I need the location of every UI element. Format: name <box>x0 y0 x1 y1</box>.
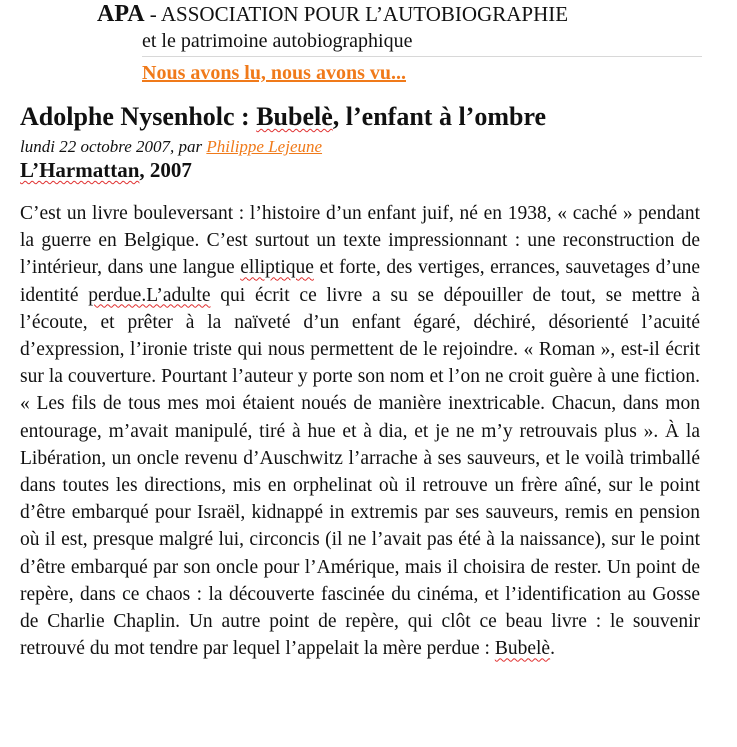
publisher-line <box>20 158 700 182</box>
spellcheck-word: perdue.L’adulte <box>88 284 211 306</box>
title-subtitle: , l’enfant à l’ombre <box>332 102 547 131</box>
body-segment: . <box>550 638 555 660</box>
section-link[interactable]: Nous avons lu, nous avons vu... <box>142 62 406 84</box>
site-header <box>97 0 707 84</box>
header-divider <box>142 56 702 57</box>
article-byline <box>20 136 700 158</box>
spellcheck-word: elliptique <box>240 257 314 279</box>
brand-acronym: APA <box>97 1 145 27</box>
article-title <box>20 100 700 134</box>
title-author: Adolphe Nysenholc : <box>20 102 257 131</box>
author-link[interactable]: Philippe Lejeune <box>206 137 323 156</box>
site-brand <box>97 0 707 28</box>
body-segment: et forte, des vertiges, errances, sauvetages d’une identité <box>20 257 700 306</box>
article <box>20 100 700 662</box>
spellcheck-word: Bubelè <box>494 638 551 660</box>
site-subtitle: et le patrimoine autobiographique <box>142 30 413 52</box>
publisher-name: L’Harmattan <box>20 158 140 182</box>
title-book-name: Bubelè <box>256 102 333 131</box>
publisher-year: , 2007 <box>139 158 192 182</box>
body-segment: qui écrit ce livre a su se dépouiller de tout, se mettre à l’écoute, et prêter à la naïveté d’un enfant égaré, déchiré, désorienté l’acuité d’expression, l’ironie triste qui nous permettent de le rejoindre. « Roman », est-il écrit sur la couverture. Pourtant l’auteur y porte son nom et l’on ne croit guère à une fiction. « Les fils de tous mes moi étaient noués de manière inextricable. Chacun, dans mon entourage, m’avait manipulé, tiré à hue et à dia, et je ne m’y retrouvais plus ». À la Libération, un oncle revenu d’Auschwitz l’arrache à ses sauveurs, et le voilà trimballé dans toutes les directions, mis en orphelinat où il retrouve un frère aîné, sur le point d’être embarqué pour Israël, kidnappé in extremis par ses sauveurs, remis en pension où il est, presque malgré lui, circoncis (il ne l’avait pas été à la naissance), sur le point d’être embarqué par son oncle pour l’Amérique, mais il choisira de rester. Un point de repère, dans ce chaos : la découverte fascinée du cinéma, et l’identification au Gosse de Charlie Chaplin. Un autre point de repère, qui clôt ce beau livre : le souvenir retrouvé du mot tendre par lequel l’appelait la mère perdue : <box>20 284 701 660</box>
brand-full-name: - ASSOCIATION POUR L’AUTOBIOGRAPHIE <box>144 2 569 26</box>
body-segment: C’est un livre bouleversant : l’histoire d’un enfant juif, né en 1938, « caché » pendant la guerre en Belgique. C’est surtout un texte impressionnant : une reconstruction de l’intérieur, dans une langue <box>20 203 700 279</box>
article-body <box>20 200 700 662</box>
article-date: lundi 22 octobre 2007, par <box>20 137 207 156</box>
